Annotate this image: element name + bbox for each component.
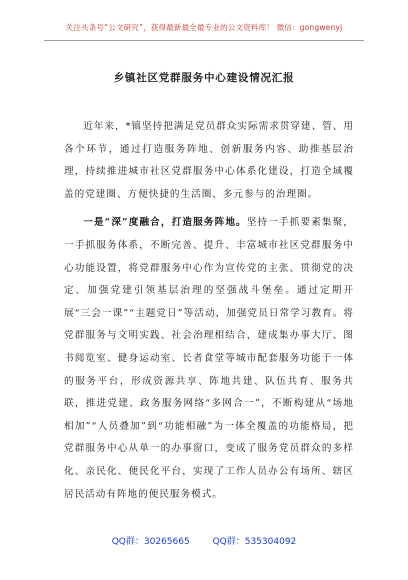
section-one-lead: 一是“深”度融合，打造服务阵地。	[83, 217, 247, 229]
qq-footer	[0, 534, 408, 547]
qq-group-2: QQ群：535304092	[212, 537, 297, 547]
section-one-text: 坚持一手抓要素集聚，一手抓服务体系，不断完善、提升、丰富城市社区党群服务中心功能设置，将党群服务中心作为宣传党的主张、贯彻党的决定、加强党建引领基层治理的坚强战斗堡垒。通过定期开展“三会一课”“主题党日”等活动，加强党员日常学习教育。将党群服务与文明实践、社会治理相结合，建成集办事大厅、图书阅览室、健身运动室、长者食堂等城市配套服务功能于一体的服务平台，形成资源共享、阵地共建、队伍共育、服务共联，推进党建、政务服务网络“多网合一”，不断构建从“场地相加”“人员叠加”到“功能相融”为一体全覆盖的功能格局，把党群服务中心从单一的办事窗口，变成了服务党员群众的多样化、亲民化、便民化平台，实现了工作人员办公有场所、辖区居民活动有阵地的便民服务模式。	[64, 217, 354, 500]
document-title: 乡镇社区党群服务中心建设情况汇报	[113, 72, 295, 84]
section-one-paragraph	[64, 212, 354, 506]
document-body	[64, 116, 354, 512]
qq-group-1: QQ群：30265665	[111, 537, 190, 547]
intro-paragraph: 近年来，*镇坚持把满足党员群众实际需求贯穿建、管、用各个环节，通过打造服务阵地、创新服务内容、助推基层治理，持续推进城市社区党群服务中心体系化建设，打造全域覆盖的党建圈、方便快捷的生活圈、多元参与的治理圈。	[64, 121, 354, 200]
promo-header: 关注头条号“公文研究”，获得最新最全最专业的公文资料库！ 微信：gongwenyj	[65, 23, 343, 32]
header-divider	[44, 40, 364, 41]
